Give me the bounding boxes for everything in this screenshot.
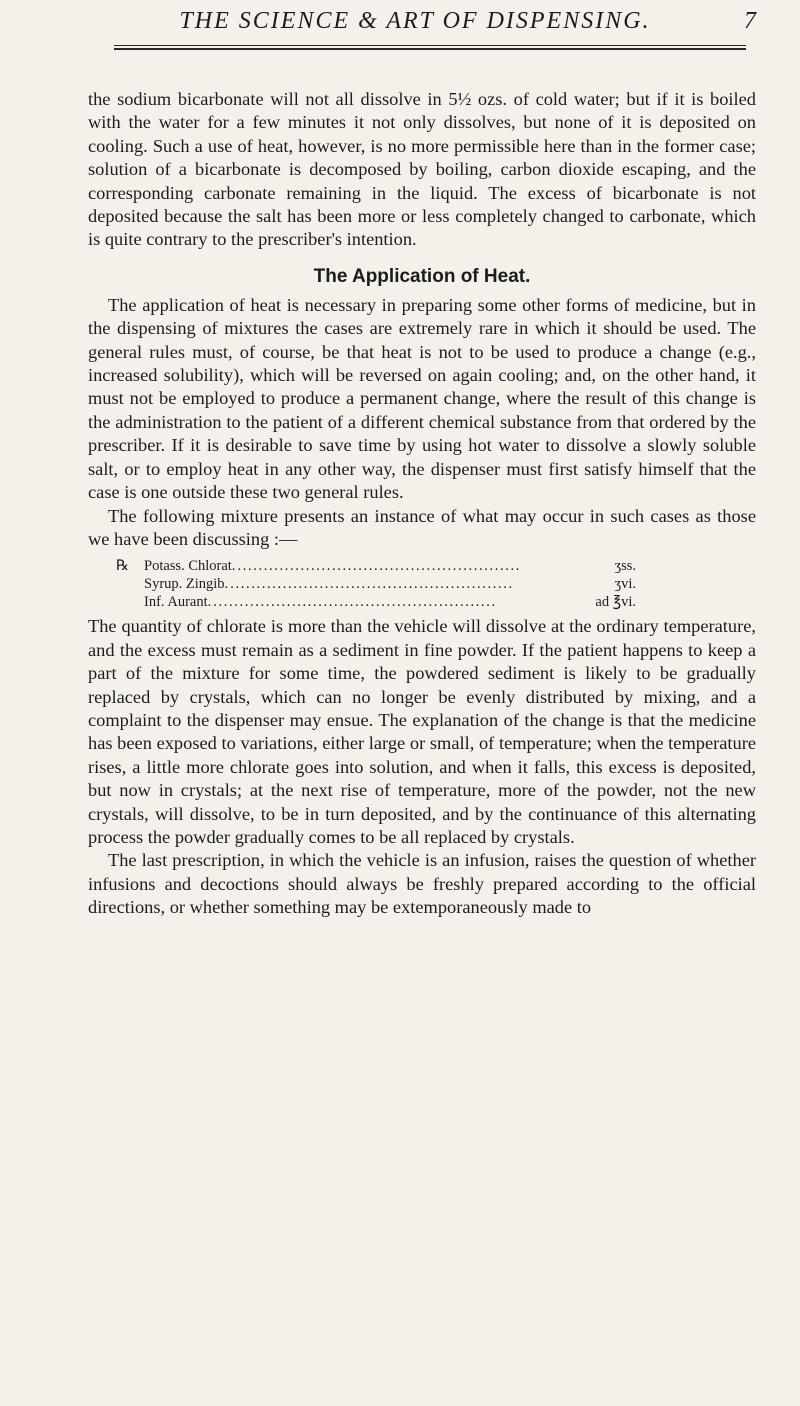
prescription-line bbox=[116, 557, 636, 575]
running-title: THE SCIENCE & ART OF DISPENSING. bbox=[179, 8, 651, 34]
header-rule bbox=[114, 45, 746, 46]
paragraph: The following mixture presents an instance of what may occur in such cases as those we have been discussing :— bbox=[88, 505, 756, 549]
ingredient-quantity: ʒss. bbox=[614, 558, 636, 575]
section-heading: The Application of Heat. bbox=[313, 265, 531, 287]
leader-dots bbox=[237, 557, 612, 575]
running-head bbox=[88, 0, 756, 60]
ingredient-quantity: ad ℥vi. bbox=[595, 594, 636, 611]
prescription-line bbox=[116, 593, 636, 611]
leader-dots bbox=[230, 575, 612, 593]
prescription-line bbox=[116, 575, 636, 593]
ingredient-name: Potass. Chlorat. bbox=[144, 558, 236, 575]
leader-dots bbox=[213, 593, 593, 611]
recipe-symbol: ℞ bbox=[116, 558, 129, 575]
paragraph: The quantity of chlorate is more than the vehicle will dissolve at the ordinary temperature, and the excess must remain as a sediment in fine powder. If the patient happens to keep a part of the mixture for some time, the powdered sediment is likely to be gradually replaced by crystals, which can no longer be evenly distributed by mixing, and a complaint to the dispenser may ensue. The explanation of the change is that the medicine has been exposed to variations, either large or small, of temperature; when the temperature rises, a little more chlorate goes into solution, and when it falls, this excess is deposited, but now in crystals; at the next rise of temperature, more of the powder, not the new crystals, will dissolve, to be in turn deposited, and by the continuance of this alternating process the powder gradually comes to be all replaced by crystals. bbox=[88, 616, 756, 847]
paragraph: the sodium bicarbonate will not all dissolve in 5½ ozs. of cold water; but if it is boiled with the water for a few minutes it not only dissolves, but none of it is deposited on cooling. Such a use of heat, however, is no more permissible here than in the former case; solution of a bicarbonate is decomposed by boiling, carbon dioxide escaping, and the corresponding carbonate remaining in the liquid. The excess of bicarbonate is not deposited because the salt has been more or less completely changed to carbonate, which is quite contrary to the prescriber's intention. bbox=[88, 89, 756, 250]
page-number: 7 bbox=[744, 8, 756, 34]
prescription bbox=[88, 557, 756, 611]
ingredient-name: Inf. Aurant. bbox=[144, 594, 212, 611]
ingredient-quantity: ʒvi. bbox=[614, 576, 636, 593]
body-text bbox=[88, 88, 756, 920]
paragraph: The application of heat is necessary in preparing some other forms of medicine, but in the dispensing of mixtures the cases are extremely rare in which it should be used. The general rules must, of course, be that heat is not to be used to produce a change (e.g., increased solubility), which will be reversed on again cooling; and, on the other hand, it must not be employed to produce a permanent change, where the result of this change is the administration to the patient of a different chemical substance from that ordered by the prescriber. If it is desirable to save time by using hot water to dissolve a slowly soluble salt, or to employ heat in any other way, the dispenser must first satisfy himself that the case is one outside these two general rules. bbox=[88, 294, 756, 503]
paragraph: The last prescription, in which the vehicle is an infusion, raises the question of whether infusions and decoctions should always be freshly prepared according to the official directions, or whether something may be extemporaneously made to bbox=[88, 850, 756, 918]
header-rule-thick bbox=[114, 48, 746, 50]
ingredient-name: Syrup. Zingib. bbox=[144, 576, 229, 593]
